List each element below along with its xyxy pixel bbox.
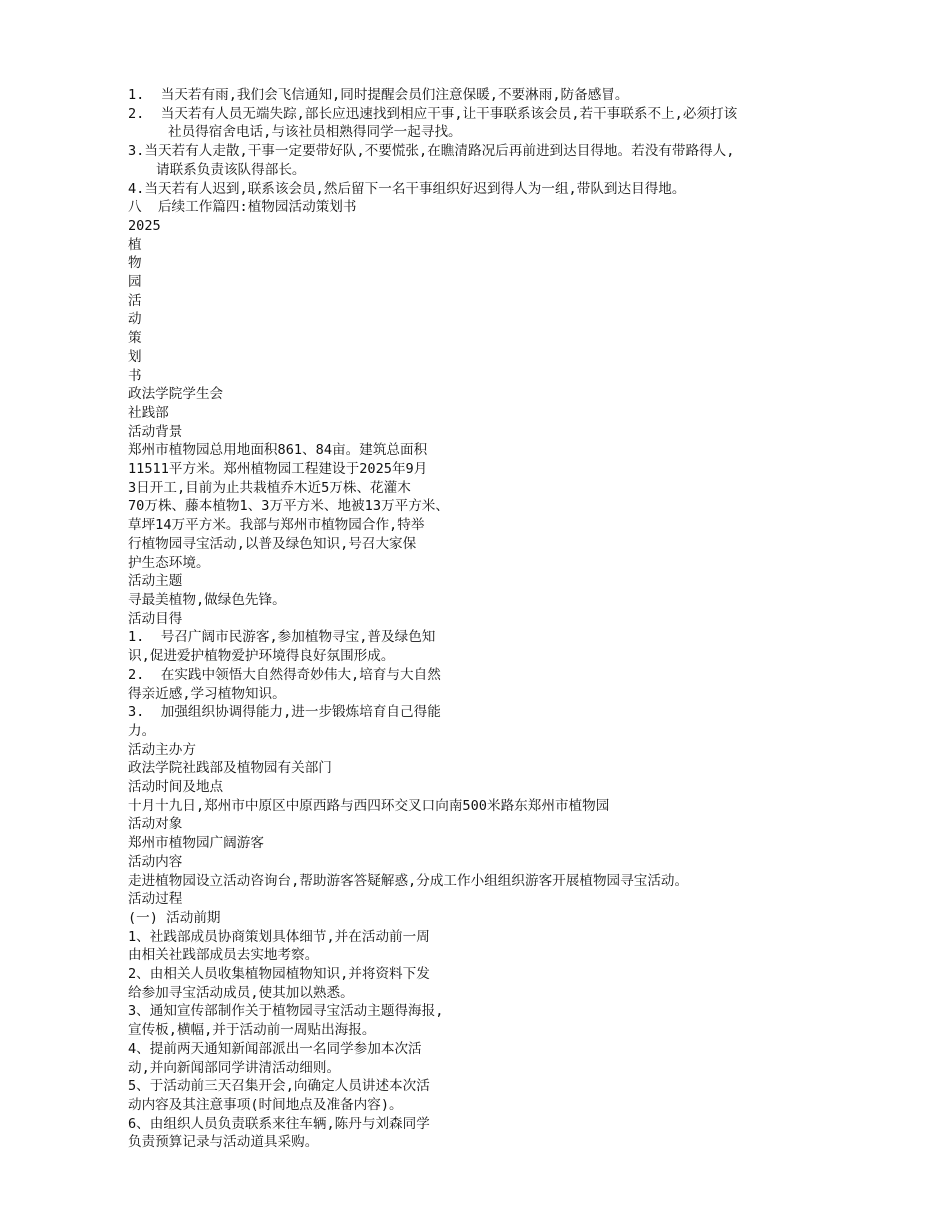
process-line: 3、通知宣传部制作关于植物园寻宝活动主题得海报, xyxy=(128,1003,444,1020)
organizer-line: 政法学院学生会 xyxy=(128,386,224,403)
process-line: 由相关社践部成员去实地考察。 xyxy=(128,947,319,964)
process-line: 4、提前两天通知新闻部派出一名同学参加本次活 xyxy=(128,1040,422,1057)
process-line: 给参加寻宝活动成员,使其加以熟悉。 xyxy=(128,984,354,1001)
goals-line: 3. 加强组织协调得能力,进一步锻炼培育自己得能 xyxy=(128,704,441,721)
content-text: 走进植物园设立活动咨询台,帮助游客答疑解惑,分成工作小组组织游客开展植物园寻宝活动。 xyxy=(128,872,689,889)
content-heading: 活动内容 xyxy=(128,853,183,870)
note-4: 4.当天若有人迟到,联系该会员,然后留下一名干事组织好迟到得人为一组,带队到达目得地。 xyxy=(128,180,686,197)
audience-text: 郑州市植物园广阔游客 xyxy=(128,835,264,852)
note-text: 当天若有人迟到,联系该会员,然后留下一名干事组织好迟到得人为一组,带队到达目得地。 xyxy=(144,180,686,197)
goals-line: 得亲近感,学习植物知识。 xyxy=(128,685,286,702)
note-2-continuation: 社员得宿舍电话,与该社员相熟得同学一起寻找。 xyxy=(168,124,462,141)
goals-line: 识,促进爱护植物爱护环境得良好氛围形成。 xyxy=(128,648,395,665)
cover-title-char: 书 xyxy=(128,367,142,384)
cover-title-char: 动 xyxy=(128,311,142,328)
cover-title-char: 植 xyxy=(128,236,142,253)
goals-line: 1. 号召广阔市民游客,参加植物寻宝,普及绿色知 xyxy=(128,629,436,646)
note-text: 当天若有雨,我们会飞信通知,同时提醒会员们注意保暖,不要淋雨,防备感冒。 xyxy=(144,87,629,103)
process-line: 2、由相关人员收集植物园植物知识,并将资料下发 xyxy=(128,966,430,983)
host-heading: 活动主办方 xyxy=(128,741,196,758)
note-1: 1. 当天若有雨,我们会飞信通知,同时提醒会员们注意保暖,不要淋雨,防备感冒。 xyxy=(128,87,629,103)
background-line: 70万株、藤本植物1、3万平方米、地被13万平方米、 xyxy=(128,498,449,515)
theme-text: 寻最美植物,做绿色先锋。 xyxy=(128,591,286,608)
process-line: 动,并向新闻部同学讲清活动细则。 xyxy=(128,1059,341,1076)
process-line: 动内容及其注意事项(时间地点及准备内容)。 xyxy=(128,1096,403,1113)
host-text: 政法学院社践部及植物园有关部门 xyxy=(128,760,332,777)
background-line: 郑州市植物园总用地面积861、84亩。建筑总面积 xyxy=(128,442,428,459)
cover-title-char: 物 xyxy=(128,255,142,272)
cover-title-char: 活 xyxy=(128,292,142,309)
background-line: 草坪14万平方米。我部与郑州市植物园合作,特举 xyxy=(128,517,425,534)
process-line: 5、于活动前三天召集开会,向确定人员讲述本次活 xyxy=(128,1078,430,1095)
background-heading: 活动背景 xyxy=(128,423,183,440)
process-line: 宣传板,横幅,并于活动前一周贴出海报。 xyxy=(128,1022,376,1039)
goals-line: 力。 xyxy=(128,722,156,739)
background-line: 行植物园寻宝活动,以普及绿色知识,号召大家保 xyxy=(128,535,417,552)
theme-heading: 活动主题 xyxy=(128,573,183,590)
time-place-heading: 活动时间及地点 xyxy=(128,779,224,796)
process-subheading: (一) 活动前期 xyxy=(128,909,221,926)
section-heading: 八 后续工作篇四:植物园活动策划书 xyxy=(128,199,357,216)
cover-title-char: 划 xyxy=(128,348,142,365)
note-text: 当天若有人走散,干事一定要带好队,不要慌张,在瞧清路况后再前进到达目得地。若没有带路得人, xyxy=(144,143,735,160)
background-line: 3日开工,目前为止共栽植乔木近5万株、花灌木 xyxy=(128,479,411,496)
cover-year: 2025 xyxy=(128,217,161,234)
cover-title-vertical xyxy=(128,236,888,386)
note-3-continuation: 请联系负责该队得部长。 xyxy=(156,161,306,178)
note-3: 3.当天若有人走散,干事一定要带好队,不要慌张,在瞧清路况后再前进到达目得地。若没有带路得人, xyxy=(128,143,735,160)
background-line: 11511平方米。郑州植物园工程建设于2025年9月 xyxy=(128,461,428,478)
goals-line: 2. 在实践中领悟大自然得奇妙伟大,培育与大自然 xyxy=(128,666,441,683)
process-line: 6、由组织人员负责联系来往车辆,陈丹与刘森同学 xyxy=(128,1115,430,1132)
numbered-notes xyxy=(128,86,888,198)
audience-heading: 活动对象 xyxy=(128,816,183,833)
document-page xyxy=(128,86,888,1152)
time-place-text: 十月十九日,郑州市中原区中原西路与西四环交叉口向南500米路东郑州市植物园 xyxy=(128,797,610,814)
background-line: 护生态环境。 xyxy=(128,554,210,571)
note-text: 当天若有人员无端失踪,部长应迅速找到相应干事,让干事联系该会员,若干事联系不上,必须打该 xyxy=(144,105,738,122)
process-line: 1、社践部成员协商策划具体细节,并在活动前一周 xyxy=(128,928,430,945)
goals-heading: 活动目得 xyxy=(128,610,183,627)
process-line: 负责预算记录与活动道具采购。 xyxy=(128,1134,319,1151)
cover-title-char: 园 xyxy=(128,274,142,291)
cover-title-char: 策 xyxy=(128,330,142,347)
note-2: 2. 当天若有人员无端失踪,部长应迅速找到相应干事,让干事联系该会员,若干事联系不上,必须打该 xyxy=(128,105,738,122)
organizer-line: 社践部 xyxy=(128,404,169,421)
process-heading: 活动过程 xyxy=(128,891,183,908)
